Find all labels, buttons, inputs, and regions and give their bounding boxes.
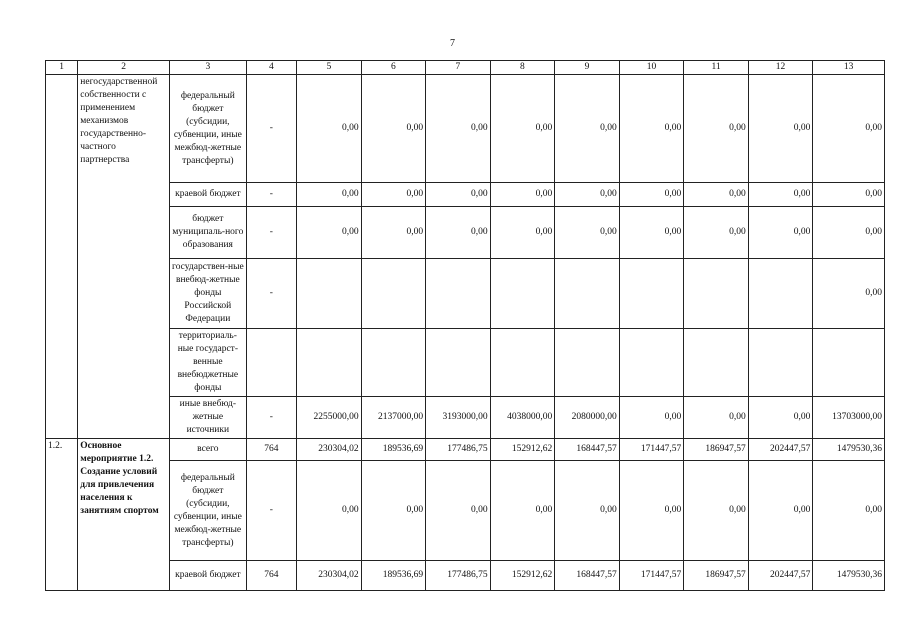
value-cell: 0,00	[619, 207, 684, 259]
value-cell: 0,00	[361, 75, 426, 183]
column-number-row	[46, 61, 885, 75]
column-number-9: 9	[555, 61, 620, 75]
value-cell: 168447,57	[555, 561, 620, 591]
value-cell	[426, 259, 491, 329]
grbs-code: -	[246, 183, 296, 207]
value-cell: 186947,57	[684, 561, 749, 591]
value-cell: 0,00	[490, 461, 555, 561]
value-cell: 0,00	[426, 461, 491, 561]
value-cell: 152912,62	[490, 561, 555, 591]
value-cell	[297, 259, 362, 329]
value-cell	[748, 329, 813, 397]
value-cell: 202447,57	[748, 561, 813, 591]
column-number-11: 11	[684, 61, 749, 75]
table-row	[46, 207, 885, 259]
value-cell: 0,00	[490, 75, 555, 183]
value-cell: 0,00	[684, 207, 749, 259]
value-cell	[297, 329, 362, 397]
column-number-10: 10	[619, 61, 684, 75]
value-cell: 1479530,36	[813, 561, 885, 591]
funding-source: иные внебюд-жетные источники	[170, 397, 247, 439]
column-number-1: 1	[46, 61, 78, 75]
table-body	[46, 61, 885, 591]
table-row	[46, 75, 885, 183]
value-cell	[361, 329, 426, 397]
value-cell: 0,00	[361, 461, 426, 561]
value-cell: 0,00	[361, 183, 426, 207]
value-cell: 0,00	[813, 183, 885, 207]
value-cell: 230304,02	[297, 561, 362, 591]
table-row	[46, 183, 885, 207]
value-cell: 0,00	[490, 207, 555, 259]
grbs-code: -	[246, 75, 296, 183]
table-row	[46, 461, 885, 561]
value-cell: 189536,69	[361, 561, 426, 591]
table-row	[46, 259, 885, 329]
grbs-code: -	[246, 207, 296, 259]
table-row	[46, 561, 885, 591]
grbs-code: -	[246, 461, 296, 561]
value-cell: 0,00	[684, 75, 749, 183]
table-row	[46, 439, 885, 461]
value-cell: 0,00	[619, 75, 684, 183]
value-cell: 1479530,36	[813, 439, 885, 461]
value-cell	[426, 329, 491, 397]
value-cell: 0,00	[555, 461, 620, 561]
funding-source: федеральный бюджет (субсидии, субвенции, иные межбюд-жетные трансферты)	[170, 461, 247, 561]
row-index: 1.2.	[46, 439, 78, 591]
value-cell: 13703000,00	[813, 397, 885, 439]
value-cell	[490, 329, 555, 397]
value-cell: 2137000,00	[361, 397, 426, 439]
value-cell: 2255000,00	[297, 397, 362, 439]
column-number-3: 3	[170, 61, 247, 75]
grbs-code	[246, 329, 296, 397]
value-cell: 189536,69	[361, 439, 426, 461]
column-number-2: 2	[78, 61, 170, 75]
value-cell: 0,00	[361, 207, 426, 259]
value-cell: 177486,75	[426, 561, 491, 591]
value-cell: 0,00	[426, 75, 491, 183]
value-cell: 0,00	[684, 461, 749, 561]
value-cell: 2080000,00	[555, 397, 620, 439]
grbs-code: 764	[246, 561, 296, 591]
column-number-4: 4	[246, 61, 296, 75]
column-number-6: 6	[361, 61, 426, 75]
value-cell: 0,00	[555, 183, 620, 207]
value-cell: 0,00	[813, 207, 885, 259]
funding-source: бюджет муниципаль-ного образования	[170, 207, 247, 259]
value-cell	[684, 259, 749, 329]
value-cell	[619, 259, 684, 329]
table-row	[46, 329, 885, 397]
value-cell: 0,00	[490, 183, 555, 207]
column-number-5: 5	[297, 61, 362, 75]
value-cell	[490, 259, 555, 329]
page-number: 7	[450, 38, 455, 49]
funding-source: краевой бюджет	[170, 561, 247, 591]
value-cell: 0,00	[813, 75, 885, 183]
funding-source: всего	[170, 439, 247, 461]
value-cell: 177486,75	[426, 439, 491, 461]
value-cell: 202447,57	[748, 439, 813, 461]
grbs-code: 764	[246, 439, 296, 461]
value-cell: 171447,57	[619, 439, 684, 461]
value-cell: 0,00	[748, 397, 813, 439]
value-cell: 186947,57	[684, 439, 749, 461]
value-cell: 0,00	[748, 207, 813, 259]
value-cell: 4038000,00	[490, 397, 555, 439]
column-number-13: 13	[813, 61, 885, 75]
value-cell: 0,00	[426, 183, 491, 207]
value-cell: 0,00	[684, 183, 749, 207]
value-cell	[619, 329, 684, 397]
value-cell: 0,00	[555, 75, 620, 183]
value-cell	[684, 329, 749, 397]
activity-name: негосударственной собственности с применением механизмов государственно-частного партнерства	[78, 75, 170, 439]
value-cell: 0,00	[813, 461, 885, 561]
funding-source: краевой бюджет	[170, 183, 247, 207]
funding-source: государствен-ные внебюд-жетные фонды Российской Федерации	[170, 259, 247, 329]
value-cell: 0,00	[748, 183, 813, 207]
value-cell: 168447,57	[555, 439, 620, 461]
value-cell: 0,00	[748, 75, 813, 183]
activity-name: Основное мероприятие 1.2. Создание условий для привлечения населения к занятиям спортом	[78, 439, 170, 591]
value-cell: 0,00	[555, 207, 620, 259]
column-number-7: 7	[426, 61, 491, 75]
value-cell: 0,00	[297, 183, 362, 207]
column-number-12: 12	[748, 61, 813, 75]
table-row	[46, 397, 885, 439]
value-cell: 0,00	[619, 183, 684, 207]
value-cell: 152912,62	[490, 439, 555, 461]
grbs-code: -	[246, 259, 296, 329]
budget-table	[45, 60, 885, 591]
value-cell: 171447,57	[619, 561, 684, 591]
value-cell	[555, 329, 620, 397]
funding-source: территориаль-ные государст-венные внебюджетные фонды	[170, 329, 247, 397]
value-cell: 0,00	[426, 207, 491, 259]
grbs-code: -	[246, 397, 296, 439]
value-cell: 0,00	[684, 397, 749, 439]
value-cell: 0,00	[297, 207, 362, 259]
funding-source: федеральный бюджет (субсидии, субвенции, иные межбюд-жетные трансферты)	[170, 75, 247, 183]
value-cell	[813, 329, 885, 397]
value-cell: 230304,02	[297, 439, 362, 461]
row-index	[46, 75, 78, 439]
column-number-8: 8	[490, 61, 555, 75]
value-cell: 0,00	[619, 397, 684, 439]
value-cell	[555, 259, 620, 329]
value-cell	[748, 259, 813, 329]
value-cell: 0,00	[748, 461, 813, 561]
value-cell: 0,00	[297, 75, 362, 183]
value-cell: 0,00	[619, 461, 684, 561]
value-cell	[361, 259, 426, 329]
value-cell: 0,00	[297, 461, 362, 561]
value-cell: 0,00	[813, 259, 885, 329]
value-cell: 3193000,00	[426, 397, 491, 439]
